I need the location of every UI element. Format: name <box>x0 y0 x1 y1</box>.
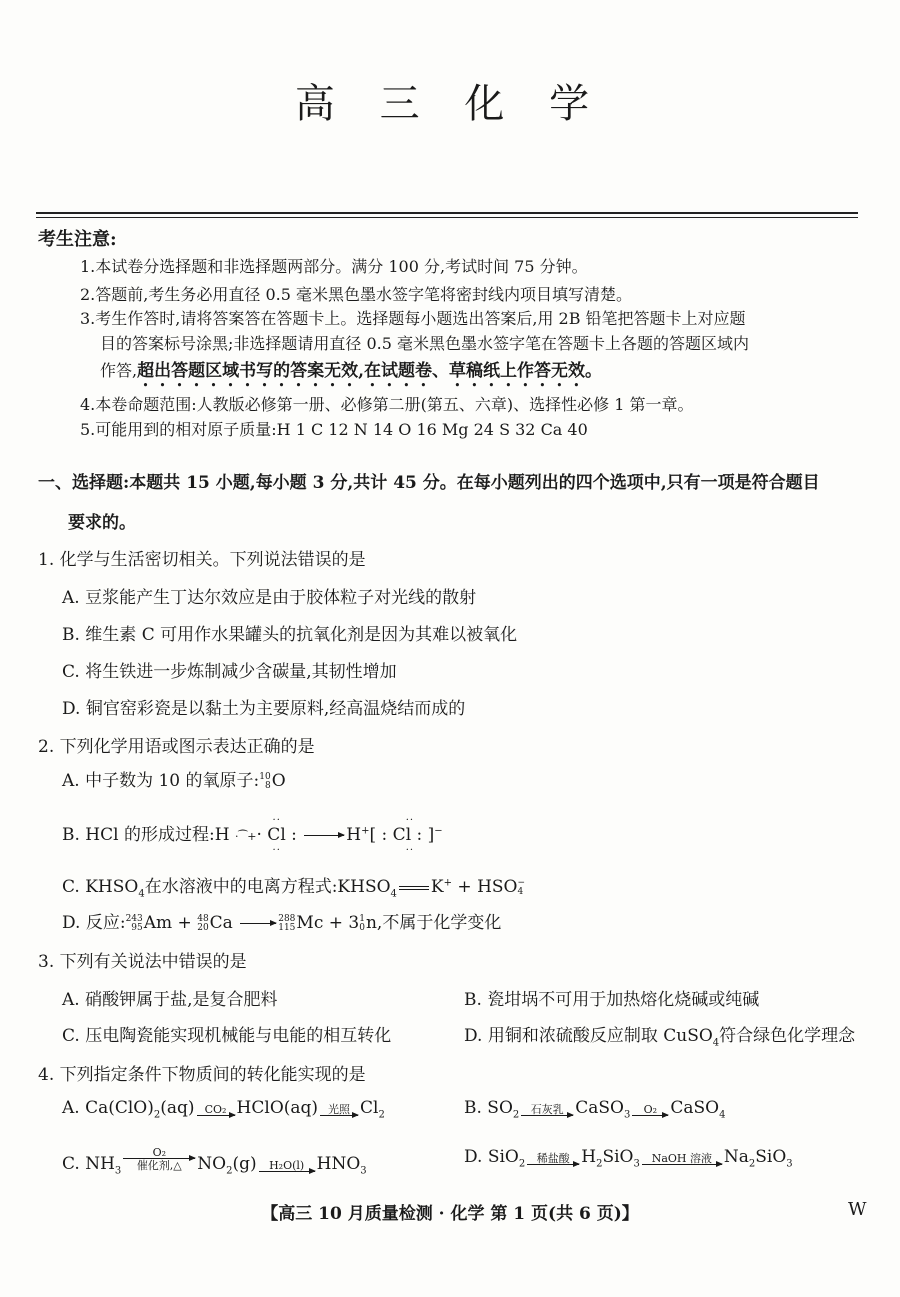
q2-c-charge <box>517 879 525 897</box>
q2-b-cl-ion <box>369 815 435 856</box>
span: NO <box>197 1154 227 1174</box>
notice-item-3-end <box>100 356 602 391</box>
span: HClO(aq) <box>236 1098 319 1118</box>
span: 115 <box>278 922 296 933</box>
q2-c-text: C. KHSO <box>62 877 139 897</box>
q2-b-text: B. HCl 的形成过程:H <box>62 825 235 845</box>
span: 95 <box>131 922 143 933</box>
span <box>126 915 143 933</box>
q2-option-a <box>62 766 286 791</box>
span: SiO <box>755 1147 787 1167</box>
q2-a-symbol: O <box>271 771 286 791</box>
span: D. 用铜和浓硫酸反应制取 CuSO <box>464 1026 713 1046</box>
q1-option-a: A. 豆浆能产生丁达尔效应是由于胶体粒子对光线的散射 <box>62 588 477 608</box>
q2-stem: 2. 下列化学用语或图示表达正确的是 <box>38 737 315 757</box>
span: 243 <box>125 913 143 924</box>
q2-a-atomic-number: 8 <box>264 780 271 791</box>
sub: 3 <box>786 1158 793 1170</box>
sub: 3 <box>624 1109 631 1121</box>
q3-option-b: B. 瓷坩埚不可用于加热熔化烧碱或纯碱 <box>464 990 760 1010</box>
span: 0 <box>359 922 365 933</box>
span: 288 <box>278 913 296 924</box>
span: SiO <box>602 1147 634 1167</box>
curved-arrow-icon: ·⁀+ <box>234 830 257 843</box>
q2-a-mass: 10 <box>259 771 271 782</box>
header-rule-thick <box>36 212 858 214</box>
top: CO₂ <box>204 1103 227 1116</box>
span: Ca <box>209 913 233 933</box>
span: A. Ca(ClO) <box>62 1098 154 1118</box>
sub: 2 <box>153 1109 161 1121</box>
span: 符合绿色化学理念 <box>719 1026 856 1046</box>
span: 1 <box>359 913 365 924</box>
sub: 2 <box>518 1158 526 1170</box>
reaction-arrow-icon <box>123 1147 195 1172</box>
q3-option-d <box>464 1021 855 1048</box>
top: 光照 <box>328 1103 351 1116</box>
span: + <box>172 913 198 933</box>
q4-stem: 4. 下列指定条件下物质间的转化能实现的是 <box>38 1065 366 1085</box>
notice-item-2: 2.答题前,考生务必用直径 0.5 毫米黑色墨水签字笔将密封线内项目填写清楚。 <box>80 285 632 304</box>
q2-b-anion: [ : Cl : ] <box>369 825 435 845</box>
sub: 4 <box>719 1109 726 1121</box>
reaction-arrow-icon <box>197 1104 235 1116</box>
reaction-arrow-icon <box>527 1153 579 1165</box>
q2-b-h-charge: + <box>361 825 370 837</box>
q2-b-cl-atom <box>256 815 297 856</box>
span: Mc <box>296 913 324 933</box>
footer-mark: W <box>848 1199 867 1220</box>
notice-item-3-lead: 作答, <box>100 361 138 380</box>
span: 20 <box>197 922 209 933</box>
span: CaSO <box>575 1098 624 1118</box>
ion-dots-top: ·· <box>405 815 415 826</box>
notice-emphasis: 超出答题区域书写的答案无效,在试题卷、草稿纸上作答无效。 <box>137 361 603 381</box>
sub: 3 <box>114 1165 122 1177</box>
q2-b-h-ion: H <box>346 825 362 845</box>
span: (g) <box>232 1154 257 1174</box>
notice-item-3: 3.考生作答时,请将答案答在答题卡上。选择题每小题选出答案后,用 2B 铅笔把答题卡上对应题 <box>80 309 746 328</box>
span: ,不属于化学变化 <box>376 913 502 933</box>
top: O₂ <box>643 1103 658 1116</box>
notice-item-1: 1.本试卷分选择题和非选择题两部分。满分 100 分,考试时间 75 分钟。 <box>80 257 588 276</box>
notice-item-4: 4.本卷命题范围:人教版必修第一册、必修第二册(第五、六章)、选择性必修 1 第一章。 <box>80 395 694 414</box>
q4-option-d <box>464 1147 793 1169</box>
reaction-arrow-icon <box>240 923 276 924</box>
span: 48 <box>197 913 209 924</box>
top: NaOH 溶液 <box>651 1152 712 1165</box>
q3-option-c: C. 压电陶瓷能实现机械能与电能的相互转化 <box>62 1026 392 1046</box>
q2-c-k: K <box>430 877 444 897</box>
span: Am <box>143 913 173 933</box>
reaction-arrow-icon <box>632 1104 668 1116</box>
bot: 催化剂,△ <box>136 1159 182 1172</box>
q1-option-b: B. 维生素 C 可用作水果罐头的抗氧化剂是因为其难以被氧化 <box>62 625 518 645</box>
q2-option-c <box>62 872 526 899</box>
span: C. NH <box>62 1154 115 1174</box>
span: HNO <box>316 1154 361 1174</box>
page-footer: 【高三 10 月质量检测 · 化学 第 1 页(共 6 页)】 <box>261 1204 639 1224</box>
sub: 4 <box>712 1037 720 1049</box>
notice-item-5: 5.可能用到的相对原子质量:H 1 C 12 N 14 O 16 Mg 24 S 32 Ca 40 <box>80 420 588 439</box>
sub: 2 <box>378 1109 385 1121</box>
top: 石灰乳 <box>530 1103 564 1116</box>
q2-option-b <box>62 815 443 856</box>
header-rule-thin <box>36 217 858 218</box>
sup: + <box>443 877 453 889</box>
span: B. SO <box>464 1098 513 1118</box>
q1-option-d: D. 铜官窑彩瓷是以黏土为主要原料,经高温烧结而成的 <box>62 699 466 719</box>
q2-c-hso4: + HSO <box>452 877 518 897</box>
lone-pair-dots-top: ·· <box>272 815 281 826</box>
reaction-arrow-icon <box>521 1104 573 1116</box>
notice-heading: 考生注意: <box>38 229 117 250</box>
sub: 3 <box>360 1165 367 1177</box>
span <box>359 915 365 933</box>
reaction-arrow-icon <box>642 1153 722 1165</box>
span: − <box>517 877 526 888</box>
span: CaSO <box>670 1098 720 1118</box>
top: 稀盐酸 <box>536 1152 570 1165</box>
q2-option-d <box>62 908 501 933</box>
section-heading: 一、选择题:本题共 15 小题,每小题 3 分,共计 45 分。在每小题列出的四个选项中,只有一项是符合题目 <box>38 473 820 493</box>
q2-c-mid: 在水溶液中的电离方程式:KHSO <box>144 877 391 897</box>
span: H <box>581 1147 597 1167</box>
q2-d-text: D. 反应: <box>62 913 126 933</box>
section-heading-cont: 要求的。 <box>68 513 136 533</box>
span: 4 <box>517 886 524 897</box>
sub: 3 <box>633 1158 640 1170</box>
q1-option-c: C. 将生铁进一步炼制减少含碳量,其韧性增加 <box>62 662 397 682</box>
q2-b-anion-charge: − <box>434 825 443 837</box>
span: Cl <box>360 1098 379 1118</box>
span <box>197 915 208 933</box>
q2-b-cl: · Cl : <box>256 825 297 845</box>
span: Na <box>723 1147 749 1167</box>
q2-a-text: A. 中子数为 10 的氧原子: <box>62 771 260 791</box>
q2-a-isotope-numbers <box>259 773 270 791</box>
span: n <box>365 913 377 933</box>
span: D. SiO <box>464 1147 519 1167</box>
span: (aq) <box>160 1098 195 1118</box>
span: + 3 <box>323 913 360 933</box>
sub: 4 <box>138 888 145 900</box>
q4-option-c <box>62 1147 367 1176</box>
sub: 2 <box>226 1165 233 1177</box>
lone-pair-dots-bottom: ·· <box>272 845 281 856</box>
reaction-arrow-icon <box>304 835 344 836</box>
page-title: 高 三 化 学 <box>294 81 606 127</box>
q4-option-b <box>464 1098 725 1120</box>
sub: 4 <box>390 888 397 900</box>
equals-sign-icon <box>399 886 429 890</box>
q3-stem: 3. 下列有关说法中错误的是 <box>38 952 247 972</box>
q1-stem: 1. 化学与生活密切相关。下列说法错误的是 <box>38 550 366 570</box>
ion-dots-bottom: ·· <box>405 845 415 856</box>
sub: 2 <box>748 1158 756 1170</box>
top: O₂ <box>152 1146 167 1159</box>
notice-item-3-cont: 目的答案标号涂黑;非选择题请用直径 0.5 毫米黑色墨水签字笔在答题卡上各题的答题区域内 <box>100 334 750 353</box>
reaction-arrow-icon <box>320 1104 358 1116</box>
span <box>278 915 295 933</box>
q4-option-a <box>62 1098 385 1120</box>
top: H₂O(l) <box>269 1159 305 1172</box>
q3-option-a: A. 硝酸钾属于盐,是复合肥料 <box>62 990 278 1010</box>
sub: 2 <box>512 1109 520 1121</box>
sub: 2 <box>596 1158 603 1170</box>
reaction-arrow-icon <box>259 1160 315 1172</box>
